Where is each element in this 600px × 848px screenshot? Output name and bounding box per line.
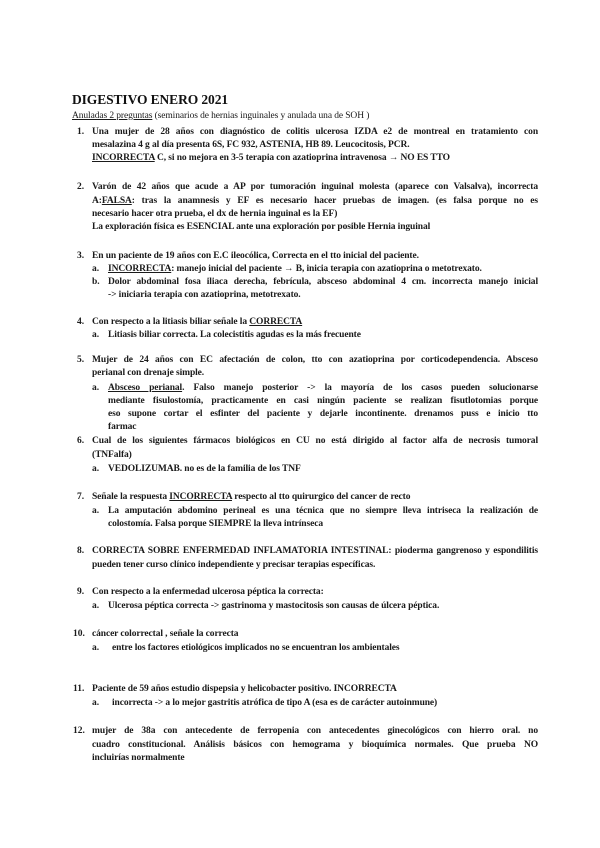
question-line: Una mujer de 28 años con diagnóstico de colitis ulcerosa IZDA e2 de montreal en tratamiento con bbox=[92, 126, 538, 137]
question-line: pueden tener curso clínico independiente y precisar terapias específicas. bbox=[92, 559, 376, 570]
question-number: 3. bbox=[77, 250, 85, 261]
question-line: incluirías normalmente bbox=[92, 752, 185, 763]
question-line: mesalazina 4 g al día presenta 6S, FC 932, ASTENIA, HB 89. Leucocitosis, PCR. bbox=[92, 139, 410, 150]
answer-line: farmac bbox=[108, 421, 137, 432]
answer-line bbox=[108, 382, 538, 395]
text-segment: . Falso manejo posterior -> la mayoría de los casos pueden solucionarse bbox=[182, 382, 538, 393]
answer-letter: b. bbox=[92, 276, 100, 287]
underlined-text: FALSA bbox=[101, 195, 132, 206]
text-segment: respecto al tto quirurgico del cancer de recto bbox=[231, 491, 411, 502]
answer-line: La amputación abdomino perineal es una técnica que no siempre lleva intriseca la realización de bbox=[108, 505, 538, 516]
answer-letter: a. bbox=[92, 505, 100, 516]
underlined-text: Absceso perianal bbox=[108, 382, 183, 393]
question-number: 12. bbox=[73, 725, 85, 736]
question-line: Mujer de 24 años con EC afectación de colon, tto con azatioprina por corticodependencia. Absceso bbox=[92, 354, 538, 365]
answer-line: entre los factores etiológicos implicados no se encuentran los ambientales bbox=[112, 642, 400, 653]
answer-line: incorrecta -> a lo mejor gastritis atrófica de tipo A (esa es de carácter autoinmune) bbox=[112, 697, 438, 708]
question-line bbox=[92, 195, 538, 208]
text-segment: (seminarios de hernias inguinales y anulada una de SOH ) bbox=[152, 110, 370, 121]
question-number: 1. bbox=[77, 126, 85, 137]
question-line: En un paciente de 19 años con E.C ileocólica, Correcta en el tto inicial del paciente. bbox=[92, 250, 419, 261]
answer-letter: a. bbox=[92, 263, 100, 274]
text-segment: : tras la anamnesis y EF es necesario hacer pruebas de imagen. (es falsa porque no es bbox=[131, 195, 538, 206]
underlined-text: CORRECTA bbox=[249, 316, 303, 327]
question-number: 5. bbox=[77, 354, 85, 365]
question-number: 8. bbox=[77, 545, 85, 556]
question-line: perianal con drenaje simple. bbox=[92, 367, 205, 378]
answer-letter: a. bbox=[92, 697, 100, 708]
question-line: CORRECTA SOBRE ENFERMEDAD INFLAMATORIA INTESTINAL: pioderma gangrenoso y espondilitis bbox=[92, 545, 538, 556]
question-line bbox=[92, 316, 538, 329]
answer-letter: a. bbox=[92, 642, 100, 653]
answer-line: mediante fisulostomía, practicamente en casi ningún paciente se realizan fisutlotomias porque bbox=[108, 395, 538, 406]
question-line: (TNFalfa) bbox=[92, 449, 132, 460]
answer-letter: a. bbox=[92, 463, 100, 474]
answer-line: Dolor abdominal fosa iliaca derecha, febrícula, absceso abdominal 4 cm. incorrecta manejo inicial bbox=[108, 276, 538, 287]
answer-line: colostomía. Falsa porque SIEMPRE la lleva intrínseca bbox=[108, 518, 323, 529]
answer-letter: a. bbox=[92, 600, 100, 611]
text-segment: A: bbox=[92, 195, 102, 206]
underlined-text: INCORRECTA bbox=[108, 263, 172, 274]
question-line: mujer de 38a con antecedente de ferropenia con antecedentes ginecológicos con hierro oral. no bbox=[92, 725, 538, 736]
answer-line: eso supone cortar el esfinter del paciente y dejarle incontinente. drenamos puss e inicio tto bbox=[108, 408, 538, 419]
answer-line: VEDOLIZUMAB. no es de la familia de los TNF bbox=[108, 463, 301, 474]
question-line: Cual de los siguientes fármacos biológicos en CU no está dirigido al factor alfa de necrosis tumoral bbox=[92, 435, 538, 446]
answer-line: Ulcerosa péptica correcta -> gastrinoma y mastocitosis son causas de úlcera péptica. bbox=[108, 600, 440, 611]
question-line: Paciente de 59 años estudio dispepsia y helicobacter positivo. INCORRECTA bbox=[92, 683, 397, 694]
question-number: 2. bbox=[77, 181, 85, 192]
question-line: cuadro constitucional. Análisis básicos con hemograma y bioquímica normales. Que prueba NO bbox=[92, 739, 538, 750]
answer-line: -> iniciaria terapia con azatioprina, metotrexato. bbox=[108, 289, 301, 300]
question-number: 6. bbox=[77, 435, 85, 446]
question-line: Varón de 42 años que acude a AP por tumoración inguinal molesta (aparece con Valsalva), incorrecta bbox=[92, 181, 538, 192]
question-line: La exploración física es ESENCIAL ante una exploración por posible Hernia inguinal bbox=[92, 221, 431, 232]
question-line: cáncer colorrectal , señale la correcta bbox=[92, 628, 239, 639]
document-title: DIGESTIVO ENERO 2021 bbox=[72, 92, 229, 107]
answer-letter: a. bbox=[92, 382, 100, 393]
underlined-text: INCORRECTA bbox=[92, 152, 155, 163]
text-segment: Con respecto a la litiasis biliar señale la bbox=[92, 316, 250, 327]
question-number: 10. bbox=[73, 628, 85, 639]
question-line: Con respecto a la enfermedad ulcerosa péptica la correcta: bbox=[92, 586, 324, 597]
answer-letter: a. bbox=[92, 329, 100, 340]
answer-line bbox=[108, 263, 538, 276]
question-line: necesario hacer otra prueba, el dx de hernia inguinal es la EF) bbox=[92, 208, 338, 219]
question-number: 7. bbox=[77, 491, 85, 502]
question-number: 4. bbox=[77, 316, 85, 327]
text-segment: : manejo inicial del paciente → B, inicia terapia con azatioprina o metotrexato. bbox=[171, 263, 482, 274]
text-segment: Señale la respuesta bbox=[92, 491, 170, 502]
question-line bbox=[92, 491, 538, 504]
underlined-text: INCORRECTA bbox=[169, 491, 232, 502]
answer-line: Litiasis biliar correcta. La colecistitis agudas es la más frecuente bbox=[108, 329, 361, 340]
question-number: 9. bbox=[77, 586, 85, 597]
question-line bbox=[92, 152, 538, 165]
underlined-text: Anuladas 2 preguntas bbox=[72, 110, 153, 121]
subtitle bbox=[72, 110, 369, 123]
question-number: 11. bbox=[73, 683, 85, 694]
text-segment: C, si no mejora en 3-5 terapia con azatioprina intravenosa → NO ES TTO bbox=[154, 152, 450, 163]
